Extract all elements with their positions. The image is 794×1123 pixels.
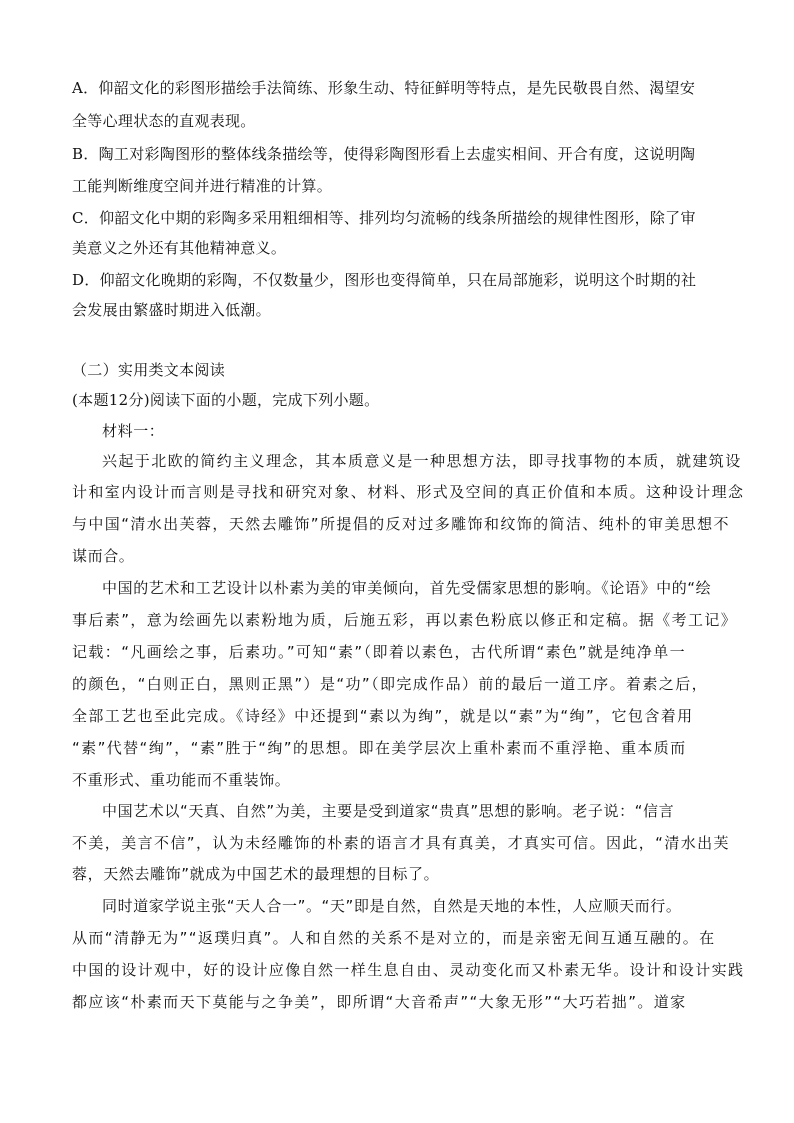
paragraph-2-line-2: 事后素”，意为绘画先以素粉地为质，后施五彩，再以素色粉底以修正和定稿。据《考工记》 [72,611,738,629]
paragraph-2-line-3: 记载：“凡画绘之事，后素功。”可知“素”（即着以素色，古代所谓“素色”就是纯净单一 [72,643,687,661]
option-b-line-1: B．陶工对彩陶图形的整体线条描绘等，使得彩陶图形看上去虚实相间、开合有度，这说明陶 [72,145,696,163]
paragraph-2-line-6: “素”代替“绚”，“素”胜于“绚”的思想。即在美学层次上重朴素而不重浮艳、重本质而 [72,739,687,757]
paragraph-3-line-1: 中国艺术以“天真、自然”为美，主要是受到道家“贵真”思想的影响。老子说：“信言 [102,802,675,820]
paragraph-2-line-4: 的颜色，“白则正白，黑则正黑”）是“功”（即完成作品）前的最后一道工序。着素之后， [72,675,708,693]
paragraph-3-line-2: 不美，美言不信”，认为未经雕饰的朴素的语言才具有真美，才真实可信。因此，“清水出芙 [72,834,730,852]
option-a-line-1: A．仰韶文化的彩图形描绘手法简练、形象生动、特征鲜明等特点，是先民敬畏自然、渴望安 [72,79,696,97]
section-title: （二）实用类文本阅读 [72,361,226,379]
paragraph-1-line-3: 与中国“清水出芙蓉，天然去雕饰”所提倡的反对过多雕饰和纹饰的简洁、纯朴的审美思想不 [72,515,730,533]
paragraph-2-line-7: 不重形式、重功能而不重装饰。 [72,771,291,789]
paragraph-2-line-5: 全部工艺也至此完成。《诗经》中还提到“素以为绚”，就是以“素”为“绚”，它包含着用 [72,707,694,725]
paragraph-1-line-1: 兴起于北欧的简约主义理念，其本质意义是一种思想方法，即寻找事物的本质，就建筑设 [102,452,742,470]
option-d-line-1: D．仰韶文化晚期的彩陶，不仅数量少，图形也变得简单，只在局部施彩，说明这个时期的社 [72,271,697,289]
paragraph-2-line-1: 中国的艺术和工艺设计以朴素为美的审美倾向，首先受儒家思想的影响。《论语》中的“绘 [102,579,712,597]
option-c-line-1: C．仰韶文化中期的彩陶多采用粗细相等、排列均匀流畅的线条所描绘的规律性图形，除了审 [72,209,696,227]
paragraph-3-line-3: 蓉，天然去雕饰”就成为中国艺术的最理想的目标了。 [72,865,440,883]
option-c-line-2: 美意义之外还有其他精神意义。 [72,239,287,257]
paragraph-4-line-1: 同时道家学说主张“天人合一”。“天”即是自然，自然是天地的本性，人应顺天而行。 [102,897,682,915]
option-a-line-2: 全等心理状态的直观表现。 [72,112,256,130]
paragraph-4-line-4: 都应该“朴素而天下莫能与之争美”，即所谓“大音希声”“大象无形”“大巧若拙”。道家 [72,993,687,1011]
material-label: 材料一： [102,422,165,440]
paragraph-4-line-2: 从而“清静无为”“返璞归真”。人和自然的关系不是对立的，而是亲密无间互通互融的。在 [72,929,716,947]
paragraph-1-line-4: 谋而合。 [72,547,135,565]
section-instruction: (本题12分)阅读下面的小题，完成下列小题。 [72,391,380,409]
option-d-line-2: 会发展由繁盛时期进入低潮。 [72,301,271,319]
option-b-line-2: 工能判断维度空间并进行精准的计算。 [72,177,333,195]
paragraph-1-line-2: 计和室内设计而言则是寻找和研究对象、材料、形式及空间的真正价值和本质。这种设计理念 [72,483,745,501]
paragraph-4-line-3: 中国的设计观中，好的设计应像自然一样生息自由、灵动变化而又朴素无华。设计和设计实践 [72,961,745,979]
